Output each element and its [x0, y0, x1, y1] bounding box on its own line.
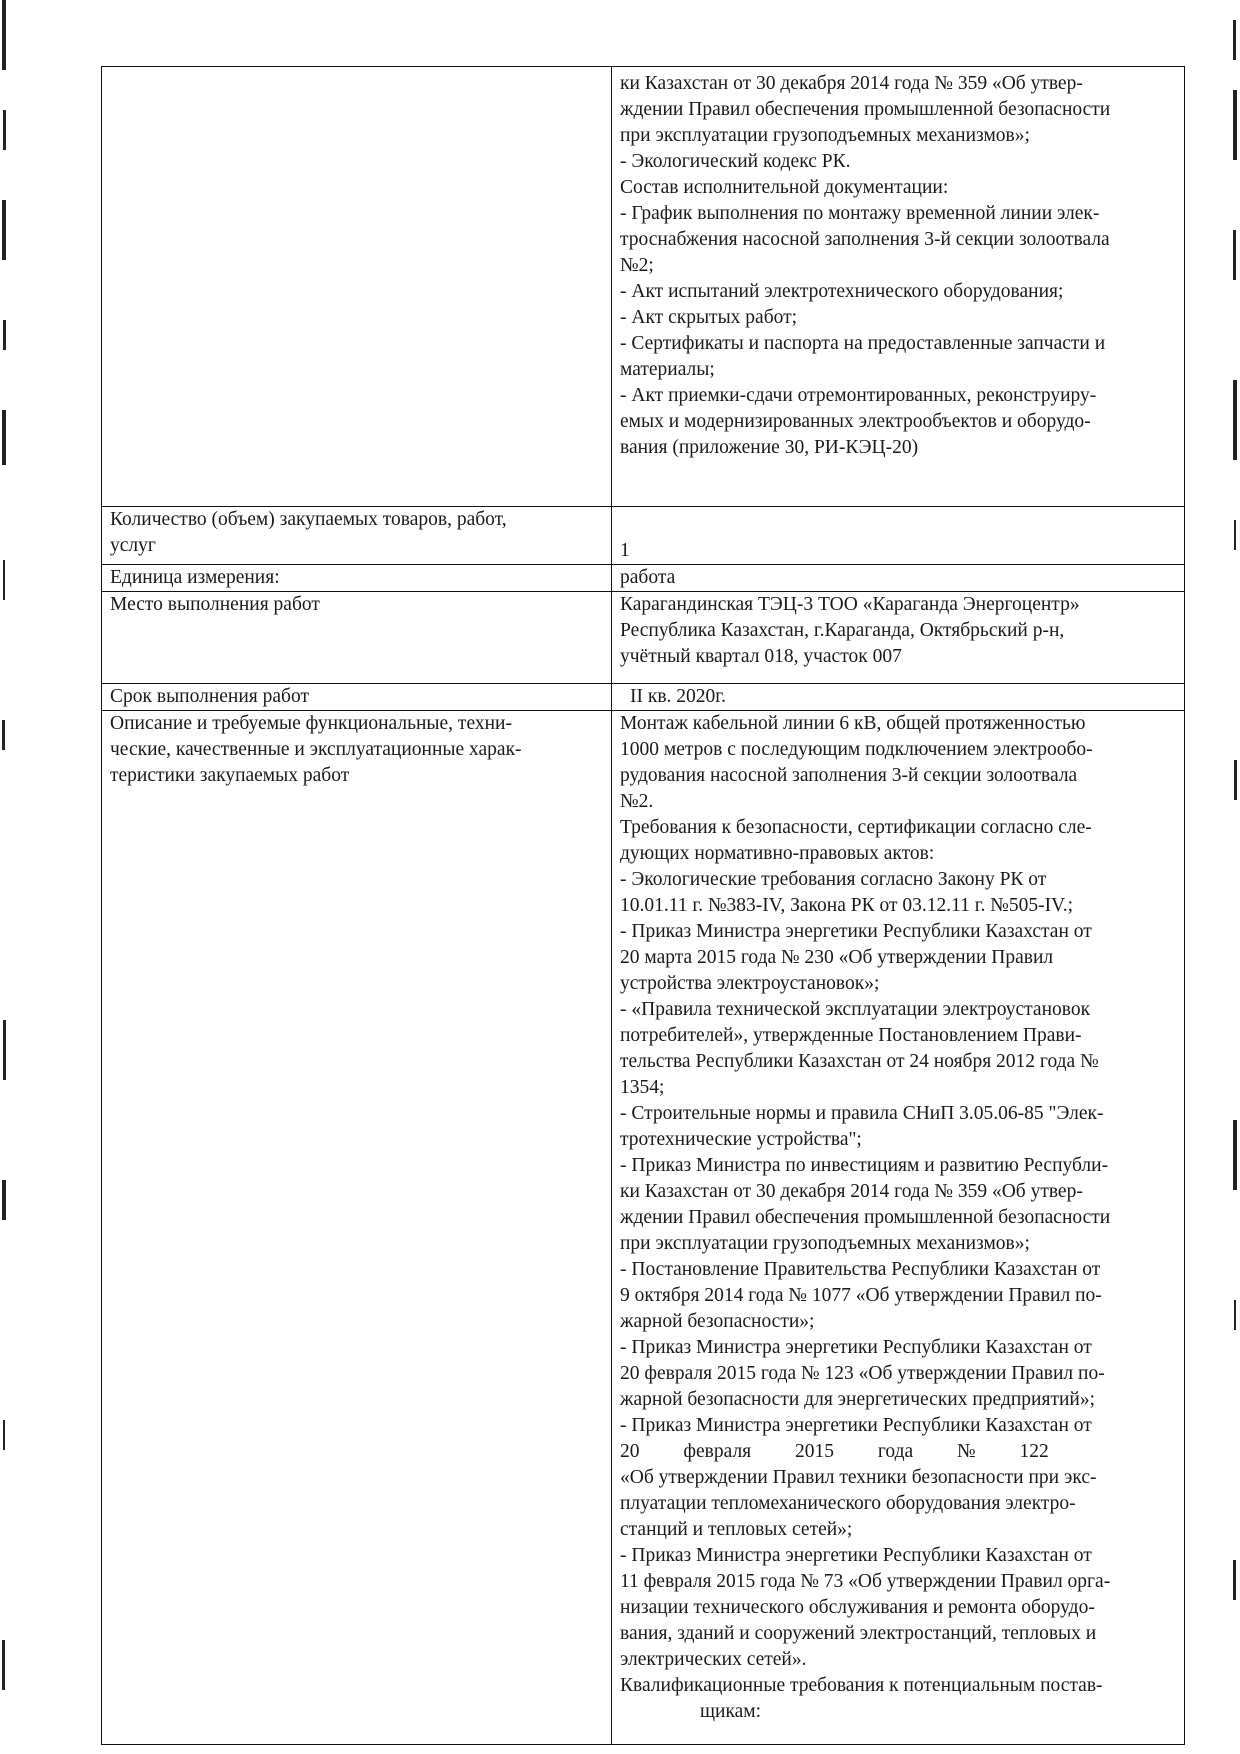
doc-line: - Акт скрытых работ;	[620, 307, 798, 328]
description-value: Монтаж кабельной линии 6 кВ, общей протяженностью 1000 метров с последующим подключением электрообо- рудования насосной заполнения 3-й секции золоотвала №2. Требования к безопасности, сертификации согласно сле- дующих нормативно-правовых актов: - Экологические требования согласно Закону РК от 10.01.11 г. №383-IV, Закона РК от 03.12.11 г. №505-IV.; - Приказ Министра энергетики Республики Казахстан от 20 марта 2015 года № 230 «Об утверждении Правил устройства электроустановок»; - «Правила технической эксплуатации электроустановок потребителей», утвержденные Постановлением Прави- тельства Республики Казахстан от 24 ноября 2012 года № 1354; - Строительные нормы и правила СНиП 3.05.06-85 "Элек- тротехнические устройства"; - Приказ Министра по инвестициям и развитию Республи- ки Казахстан от 30 декабря 2014 года № 359 «Об утвер- ждении Правил обеспечения промышленной безопасности при эксплуатации грузоподъемных механизмов»; - Постановление Правительства Республики Казахстан от 9 октября 2014 года № 1077 «Об утверждении Правил по- жарной безопасности»; - Приказ Министра энергетики Республики Казахстан от 20 февраля 2015 года № 123 «Об утверждении Правил по- жарной безопасности для энергетических предприятий»; - Приказ Министра энергетики Республики Казахстан от 20 февраля 2015 года № 122 «Об утверждении Правил техники безопасности при экс- плуатации тепломеханического оборудования электро- станций и тепловых сетей»; - Приказ Министра энергетики Республики Казахстан от 11 февраля 2015 года № 73 «Об утверждении Правил орга- низации технического обслуживания и ремонта оборудо- вания, зданий и сооружений электростанций, тепловых и электрических сетей». Квалификационные требования к потенциальным постав- щикам:	[612, 711, 1185, 1745]
description-label: Описание и требуемые функциональные, техни- ческие, качественные и эксплуатационные харак- теристики закупаемых работ	[102, 711, 612, 1745]
unit-value: работа	[612, 565, 1185, 592]
doc-line: емых и модернизированных электрообъектов и оборудо-	[620, 411, 1091, 432]
quantity-label: Количество (объем) закупаемых товаров, работ, услуг	[102, 507, 612, 565]
doc-line: - Сертификаты и паспорта на предоставленные запчасти и	[620, 333, 1106, 354]
doc-line: троснабжения насосной заполнения 3-й секции золоотвала	[620, 229, 1110, 250]
place-value: Карагандинская ТЭЦ-3 ТОО «Караганда Энергоцентр» Республика Казахстан, г.Караганда, Октябрьский р-н, учётный квартал 018, участок 007	[612, 592, 1185, 684]
term-value: II кв. 2020г.	[612, 684, 1185, 711]
unit-label: Единица измерения:	[102, 565, 612, 592]
doc-line: - График выполнения по монтажу временной линии элек-	[620, 203, 1100, 224]
place-label: Место выполнения работ	[102, 592, 612, 684]
specification-table	[101, 66, 1185, 1745]
doc-line: материалы;	[620, 359, 715, 380]
doc-line: №2;	[620, 255, 654, 276]
table-row-description	[102, 711, 1185, 1745]
empty-label-cell	[102, 67, 612, 507]
quantity-value: 1	[612, 507, 1185, 565]
table-row-unit	[102, 565, 1185, 592]
doc-line: ки Казахстан от 30 декабря 2014 года № 359 «Об утвер-	[620, 73, 1083, 94]
doc-line: ждении Правил обеспечения промышленной безопасности	[620, 99, 1111, 120]
scan-edge-left	[0, 0, 12, 1754]
table-row-term	[102, 684, 1185, 711]
doc-line: при эксплуатации грузоподъемных механизмов»;	[620, 125, 1030, 146]
table-row-continuation	[102, 67, 1185, 507]
scan-edge-right	[1224, 0, 1240, 1754]
doc-line: Состав исполнительной документации:	[620, 177, 949, 198]
doc-line: - Акт приемки-сдачи отремонтированных, реконструиру-	[620, 385, 1097, 406]
doc-line: вания (приложение 30, РИ-КЭЦ-20)	[620, 437, 919, 458]
documentation-cell	[612, 67, 1185, 507]
term-label: Срок выполнения работ	[102, 684, 612, 711]
table-row-place	[102, 592, 1185, 684]
table-row-quantity	[102, 507, 1185, 565]
doc-line: - Экологический кодекс РК.	[620, 151, 851, 172]
doc-line: - Акт испытаний электротехнического оборудования;	[620, 281, 1064, 302]
